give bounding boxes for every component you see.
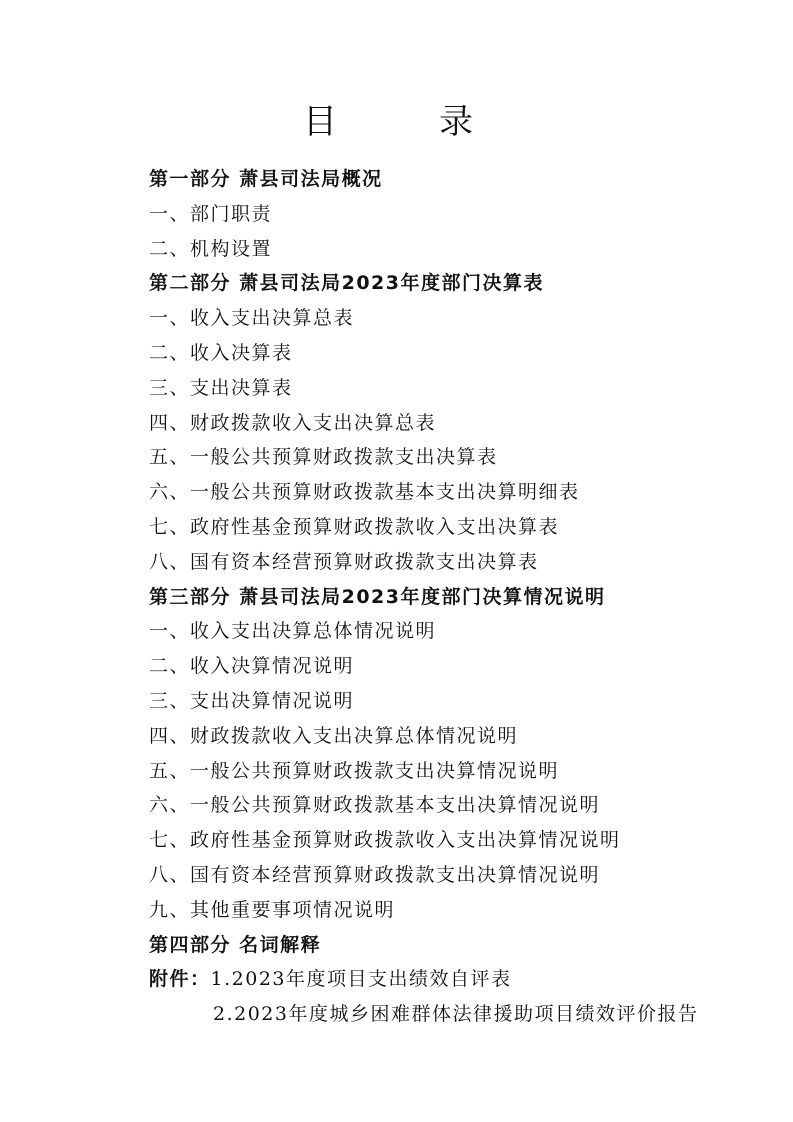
part-2-heading[interactable]: 第二部分 萧县司法局2023年度部门决算表 [149,272,544,295]
part-3-item-8[interactable]: 八、国有资本经营预算财政拨款支出决算情况说明 [149,863,601,886]
attachments-label: 附件： [149,968,211,991]
part-1-item-1[interactable]: 一、部门职责 [149,202,273,225]
part-3-item-6[interactable]: 六、一般公共预算财政拨款基本支出决算情况说明 [149,794,601,817]
part-3-item-9[interactable]: 九、其他重要事项情况说明 [149,898,396,921]
attachment-row-1 [149,962,769,997]
part-2-item-3[interactable]: 三、支出决算表 [149,376,293,399]
part-3-item-2[interactable]: 二、收入决算情况说明 [149,655,355,678]
part-3-item-7[interactable]: 七、政府性基金预算财政拨款收入支出决算情况说明 [149,829,621,852]
part-1-item-2[interactable]: 二、机构设置 [149,237,273,260]
part-2-item-4[interactable]: 四、财政拨款收入支出决算总表 [149,411,437,434]
attachment-item-1[interactable]: 1.2023年度项目支出绩效自评表 [210,968,512,991]
part-2-item-8[interactable]: 八、国有资本经营预算财政拨款支出决算表 [149,550,539,573]
table-of-contents [149,162,769,1032]
part-2-item-7[interactable]: 七、政府性基金预算财政拨款收入支出决算表 [149,515,560,538]
attachment-item-2[interactable]: 2.2023年度城乡困难群体法律援助项目绩效评价报告 [213,1003,699,1026]
attachment-row-2 [149,997,769,1032]
part-2-item-1[interactable]: 一、收入支出决算总表 [149,307,355,330]
part-2-item-5[interactable]: 五、一般公共预算财政拨款支出决算表 [149,446,498,469]
part-4-heading[interactable]: 第四部分 名词解释 [149,933,322,956]
part-3-item-5[interactable]: 五、一般公共预算财政拨款支出决算情况说明 [149,759,560,782]
part-3-item-3[interactable]: 三、支出决算情况说明 [149,689,355,712]
part-3-item-4[interactable]: 四、财政拨款收入支出决算总体情况说明 [149,724,519,747]
part-2-item-6[interactable]: 六、一般公共预算财政拨款基本支出决算明细表 [149,481,580,504]
part-2-item-2[interactable]: 二、收入决算表 [149,341,293,364]
part-3-heading[interactable]: 第三部分 萧县司法局2023年度部门决算情况说明 [149,585,606,608]
page-title: 目 录 [303,102,507,142]
part-3-item-1[interactable]: 一、收入支出决算总体情况说明 [149,620,437,643]
part-1-heading[interactable]: 第一部分 萧县司法局概况 [149,168,383,190]
